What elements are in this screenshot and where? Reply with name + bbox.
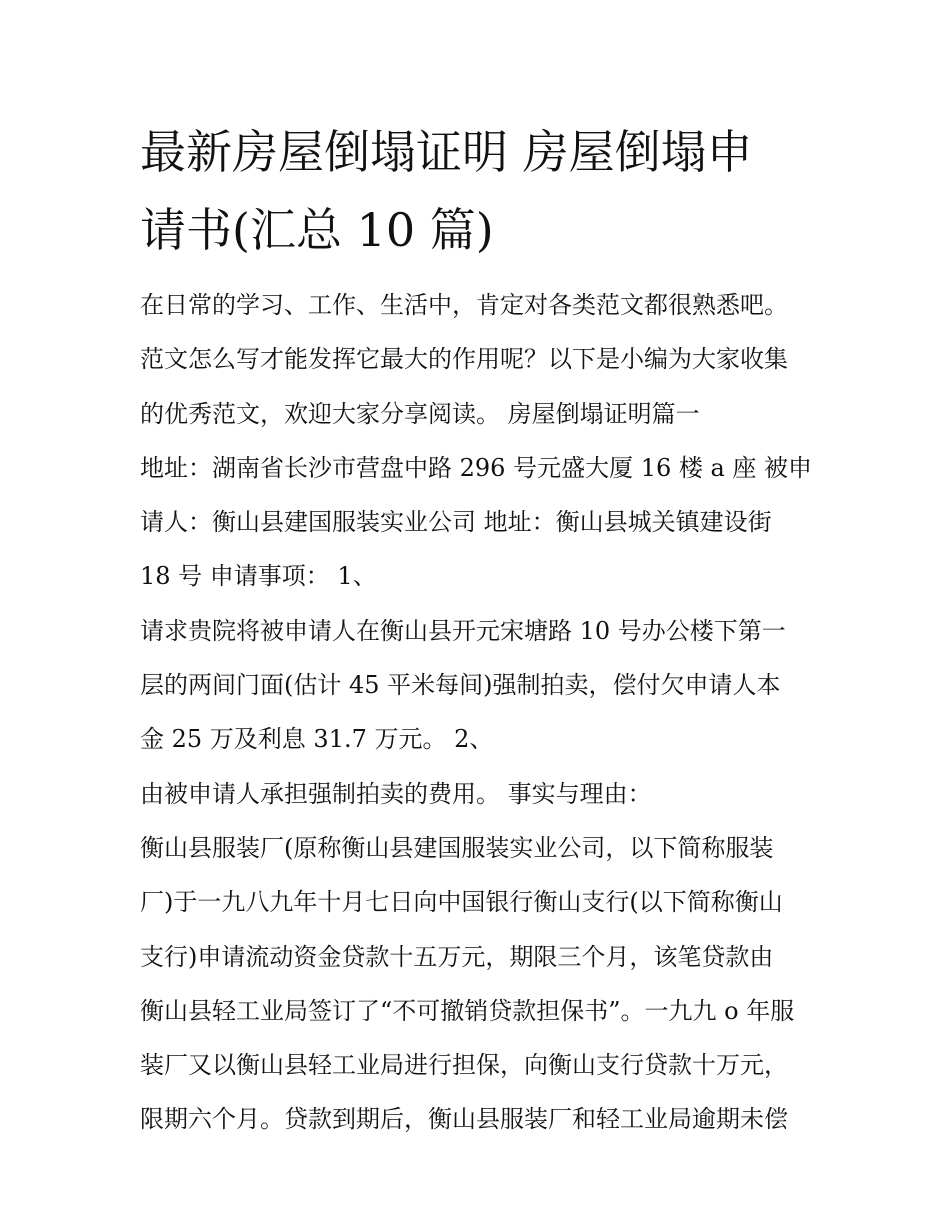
body-line: 衡山县服装厂(原称衡山县建国服装实业公司，以下简称服装: [140, 833, 774, 862]
body-line: 支行)申请流动资金贷款十五万元，期限三个月，该笔贷款由: [140, 942, 774, 971]
body-line: 金 25 万及利息 31.7 万元。 2、: [140, 725, 494, 754]
body-line: 装厂又以衡山县轻工业局进行担保，向衡山支行贷款十万元，: [140, 1051, 788, 1080]
document-title: [140, 113, 830, 269]
body-line: 地址：湖南省长沙市营盘中路 296 号元盛大厦 16 楼 a 座 被申: [140, 453, 813, 482]
body-line: 请求贵院将被申请人在衡山县开元宋塘路 10 号办公楼下第一: [140, 616, 786, 645]
body-line: 衡山县轻工业局签订了“不可撤销贷款担保书”。一九九 o 年服: [140, 996, 795, 1025]
body-line: 请人：衡山县建国服装实业公司 地址：衡山县城关镇建设街: [140, 508, 772, 537]
body-line: 的优秀范文，欢迎大家分享阅读。 房屋倒塌证明篇一: [140, 399, 700, 428]
body-line: 厂)于一九八九年十月七日向中国银行衡山支行(以下简称衡山: [140, 888, 783, 917]
body-line: 在日常的学习、工作、生活中，肯定对各类范文都很熟悉吧。: [140, 291, 788, 319]
body-line: 限期六个月。贷款到期后，衡山县服装厂和轻工业局逾期未偿: [140, 1105, 788, 1134]
body-line: 层的两间门面(估计 45 平米每间)强制拍卖，偿付欠申请人本: [140, 671, 781, 700]
body-line: 18 号 申请事项： 1、: [140, 562, 377, 591]
body-line: 范文怎么写才能发挥它最大的作用呢？以下是小编为大家收集: [140, 345, 788, 374]
body-line: 由被申请人承担强制拍卖的费用。 事实与理由：: [140, 779, 652, 808]
document-body: [140, 278, 830, 1147]
title-line: 最新房屋倒塌证明 房屋倒塌申: [140, 125, 753, 179]
title-line: 请书(汇总 10 篇): [140, 203, 494, 257]
